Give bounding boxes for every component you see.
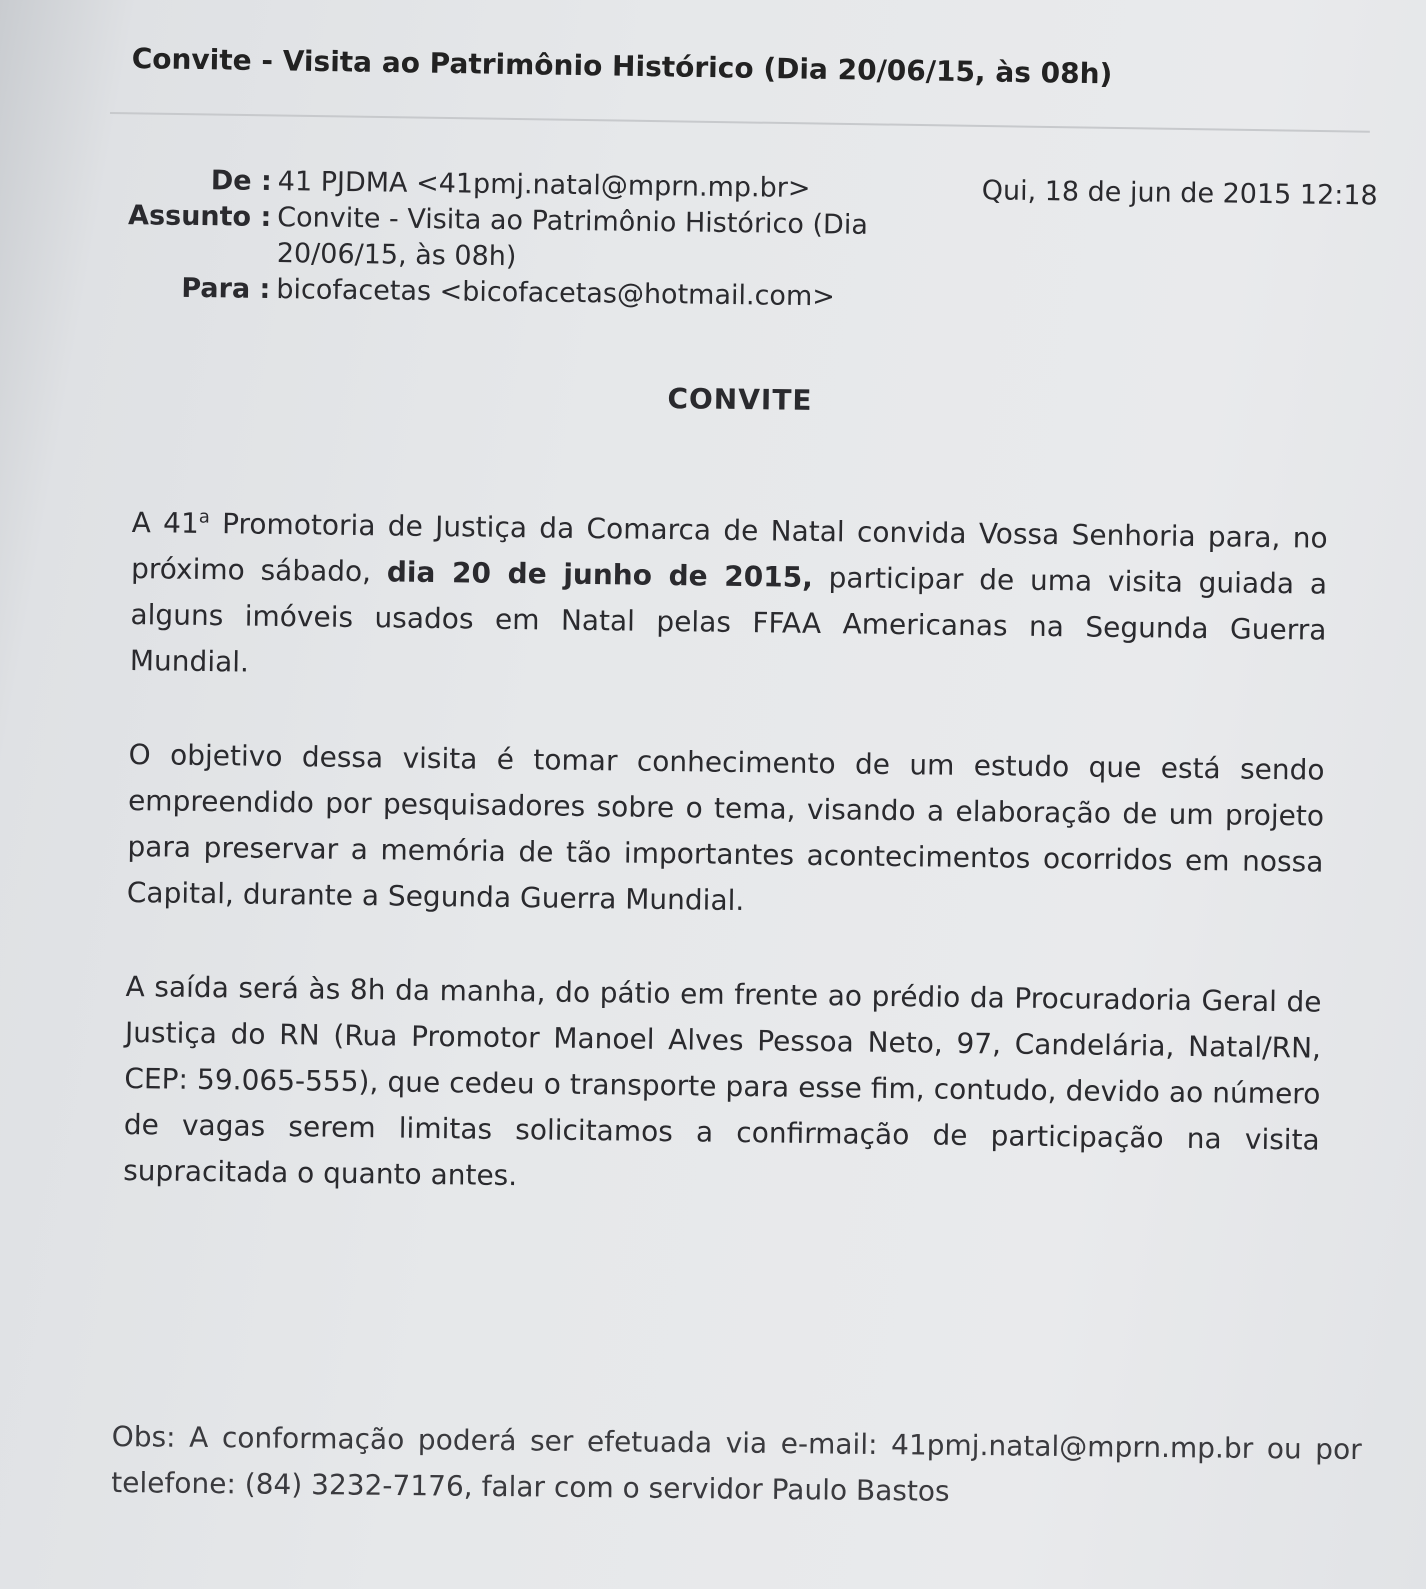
to-value: bicofacetas <bicofacetas@hotmail.com> <box>276 274 836 313</box>
email-subject-title: Convite - Visita ao Patrimônio Histórico (Dia 20/06/15, às 08h) <box>131 42 1113 91</box>
event-date-bold: dia 20 de junho de 2015, <box>386 555 814 594</box>
paragraph-1-start: A 41 <box>131 505 200 540</box>
ordinal-superscript: a <box>198 506 211 528</box>
observation-note: Obs: A conformação poderá ser efetuada via e-mail: 41pmj.natal@mprn.mp.br ou por telefone: (84) 3232-7176, falar com o servidor Paulo Bastos <box>111 1419 1362 1508</box>
from-label: De : <box>210 165 272 197</box>
subject-value: Convite - Visita ao Patrimônio Histórico (Dia 20/06/15, às 08h) <box>276 202 869 273</box>
letter-heading: CONVITE <box>667 382 813 417</box>
paragraph-2: O objetivo dessa visita é tomar conhecimento de um estudo que está sendo empreendido por pesquisadores sobre o tema, visando a elaboração de um projeto para preservar a memória de tão importantes acontecimentos ocorridos em nossa Capital, durante a Segunda Guerra Mundial. <box>126 737 1325 918</box>
paragraph-1-end: participar de uma visita guiada a alguns imóveis usados em Natal pelas FFAA Americanas na Segunda Guerra Mundial. <box>129 560 1328 679</box>
header-divider <box>110 112 1370 133</box>
email-date: Qui, 18 de jun de 2015 12:18 <box>981 175 1378 212</box>
from-value: 41 PJDMA <41pmj.natal@mprn.mp.br> <box>277 166 811 205</box>
paragraph-1 <box>130 500 1328 700</box>
paragraph-1-middle: Promotoria de Justiça da Comarca de Natal convida Vossa Senhoria para, no próximo sábado, <box>130 507 1328 589</box>
subject-label: Assunto : <box>127 200 272 233</box>
paragraph-3: A saída será às 8h da manha, do pátio em frente ao prédio da Procuradoria Geral de Justiça do RN (Rua Promotor Manoel Alves Pessoa Neto, 97, Candelária, Natal/RN, CEP: 59.065-555), que cedeu o transporte para esse fim, contudo, devido ao número de vagas serem limitas solicitamos a confirmação de participação na visita supracitada o quanto antes. <box>123 969 1322 1193</box>
letter-body <box>122 500 1328 1258</box>
email-header <box>118 162 1378 322</box>
to-label: Para : <box>181 272 271 305</box>
